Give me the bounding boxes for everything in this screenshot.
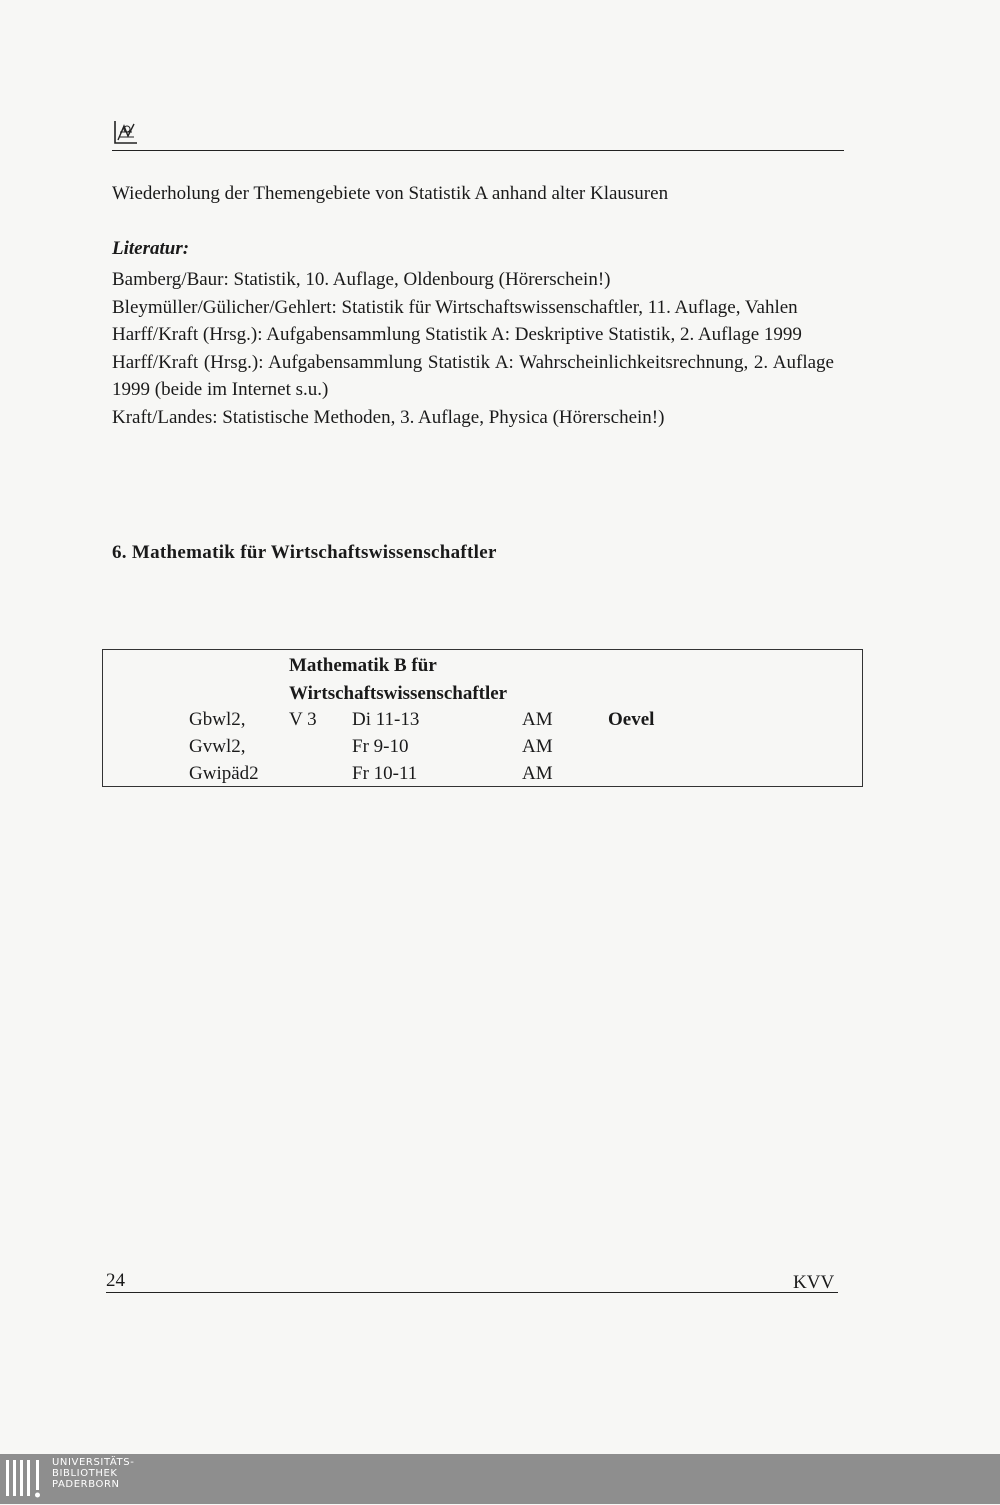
- course-room: AM: [522, 709, 553, 730]
- course-type: V 3: [289, 709, 317, 730]
- intro-text: Wiederholung der Themengebiete von Statistik A anhand alter Klausuren: [112, 183, 669, 204]
- reference-item: Bamberg/Baur: Statistik, 10. Auflage, Oldenbourg (Hörerschein!): [112, 269, 611, 290]
- header-rule: [112, 150, 844, 151]
- course-room: AM: [522, 736, 553, 757]
- library-name: [52, 1457, 134, 1490]
- literature-heading: Literatur:: [112, 238, 190, 259]
- library-line: PADERBORN: [52, 1479, 120, 1490]
- library-banner: [0, 1454, 1000, 1504]
- library-line: BIBLIOTHEK: [52, 1468, 118, 1479]
- reference-item: Harff/Kraft (Hrsg.): Aufgabensammlung Statistik A: Wahrscheinlichkeitsrechnung, 2. Auflage 1999 (beide im Internet s.u.): [112, 351, 834, 400]
- library-line: UNIVERSITÄTS-: [52, 1457, 135, 1468]
- course-room: AM: [522, 763, 553, 784]
- course-table: [102, 649, 863, 787]
- barcode-icon: [6, 1458, 46, 1500]
- series-label: KVV: [793, 1272, 835, 1293]
- footer-rule: [106, 1292, 838, 1293]
- page-number: 24: [106, 1270, 125, 1291]
- course-time: Fr 9-10: [352, 736, 409, 757]
- course-program: Gwipäd2: [189, 763, 259, 784]
- course-instructor: Oevel: [608, 709, 655, 730]
- course-title: Mathematik B für Wirtschaftswissenschaftler: [289, 655, 508, 704]
- course-time: Di 11-13: [352, 709, 420, 730]
- course-program: Gbwl2,: [189, 709, 246, 730]
- course-program: Gvwl2,: [189, 736, 246, 757]
- course-time: Fr 10-11: [352, 763, 418, 784]
- reference-list: [112, 266, 834, 431]
- reference-item: Harff/Kraft (Hrsg.): Aufgabensammlung Statistik A: Deskriptive Statistik, 2. Auflage 1999: [112, 324, 802, 345]
- section-heading: 6. Mathematik für Wirtschaftswissenschaftler: [112, 542, 497, 563]
- reference-item: Kraft/Landes: Statistische Methoden, 3. Auflage, Physica (Hörerschein!): [112, 406, 665, 428]
- reference-item: Bleymüller/Gülicher/Gehlert: Statistik für Wirtschaftswissenschaftler, 11. Auflage, Vahlen: [112, 296, 798, 318]
- university-seal-icon: [112, 118, 140, 146]
